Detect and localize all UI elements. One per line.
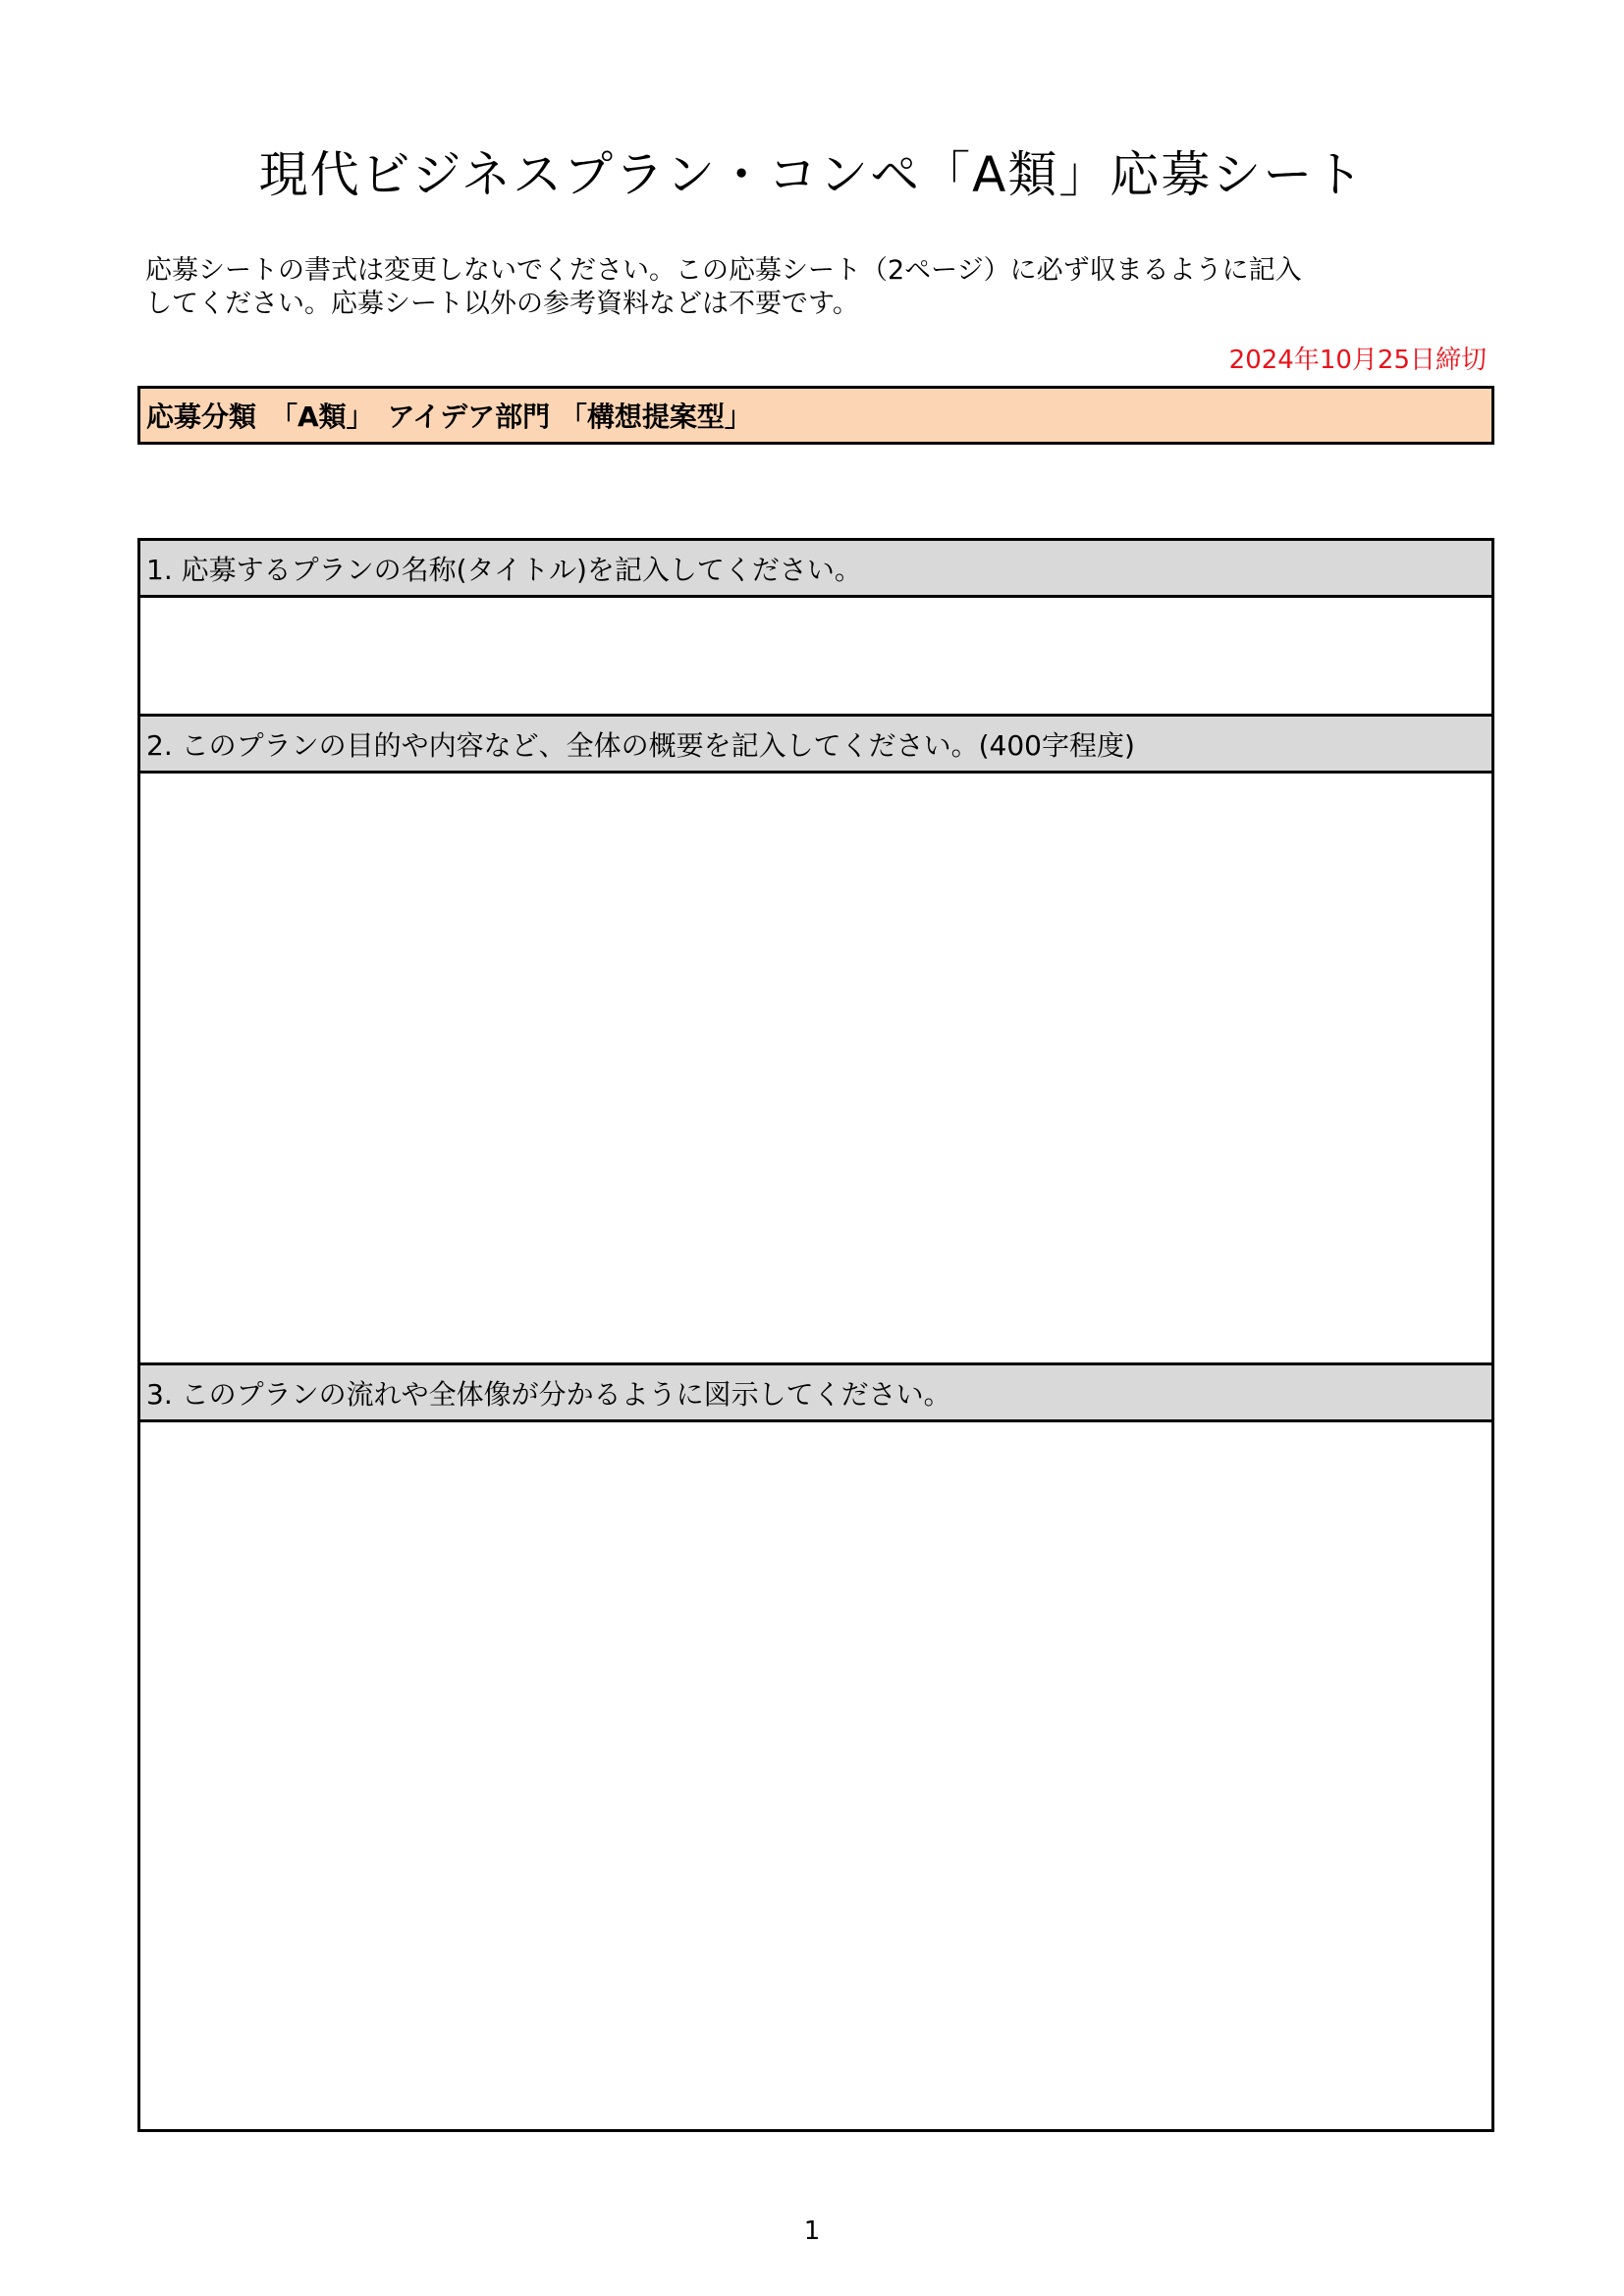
page-number: 1 [803,2216,821,2246]
section-3-header: 3. このプランの流れや全体像が分かるように図示してください。 [140,1365,1491,1422]
section-3-answer-field[interactable] [140,1422,1491,2129]
section-2-header: 2. このプランの目的や内容など、全体の概要を記入してください。(400字程度) [140,717,1491,774]
category-bar: 応募分類 「A類」 アイデア部門 「構想提案型」 [137,386,1494,445]
section-1-header: 1. 応募するプランの名称(タイトル)を記入してください。 [140,541,1491,598]
deadline-label: 2024年10月25日締切 [1228,346,1487,375]
instruction-line: してください。応募シート以外の参考資料などは不要です。 [145,289,859,319]
page-title: 現代ビジネスプラン・コンペ「A類」応募シート [258,146,1366,203]
instruction-line: 応募シートの書式は変更しないでください。この応募シート（2ページ）に必ず収まるように記入 [145,255,1302,286]
application-form-table [137,538,1494,2132]
instructions [145,254,1520,321]
section-1-answer-field[interactable] [140,598,1491,717]
section-2-answer-field[interactable] [140,774,1491,1365]
